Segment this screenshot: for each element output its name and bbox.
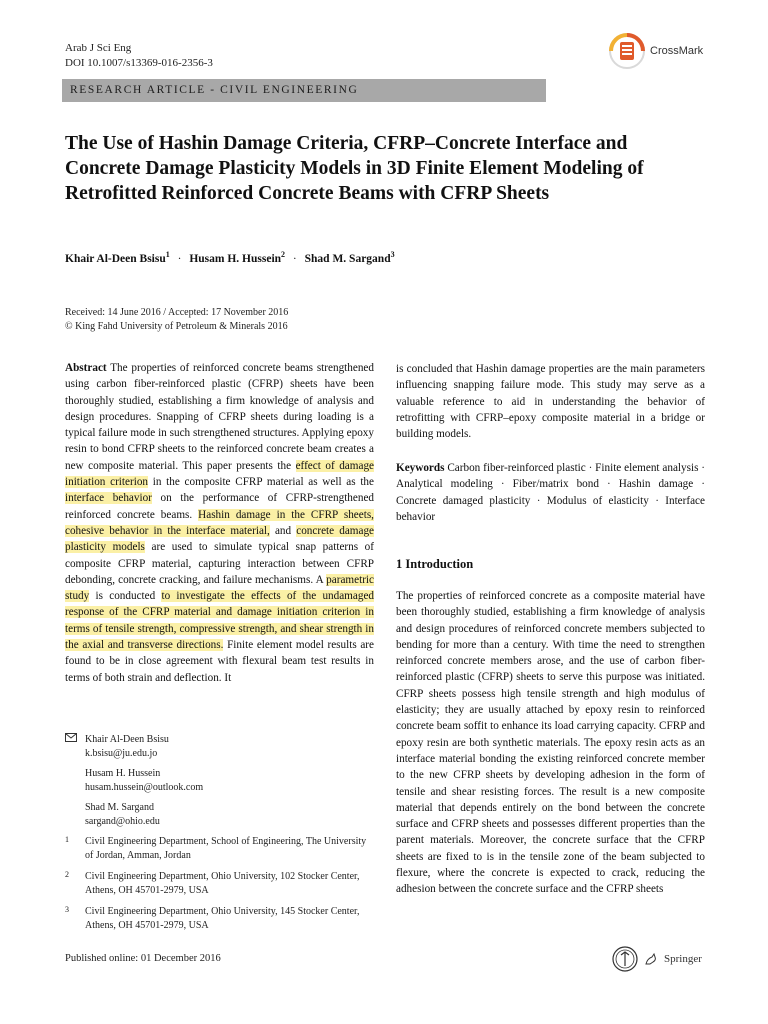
affiliation-number: 2 [65, 870, 69, 879]
abstract-text: in the composite CFRP material as well as the [148, 476, 374, 489]
doi[interactable]: DOI 10.1007/s13369-016-2356-3 [65, 57, 213, 69]
author-separator: · [177, 252, 182, 265]
springer-horse-icon [644, 952, 658, 966]
journal-name: Arab J Sci Eng [65, 42, 132, 54]
contact-email[interactable]: sargand@ohio.edu [85, 816, 160, 827]
abstract-text: on the performance of CFRP-strengthened reinforced concrete beams. [65, 492, 375, 521]
author-list [65, 250, 395, 265]
highlight[interactable]: Hashin damage in the CFRP sheets, cohesive behavior in the interface material, [65, 508, 374, 537]
crossmark-label: CrossMark [650, 45, 704, 57]
journal-info [65, 41, 213, 71]
keywords-label: Keywords [396, 462, 445, 474]
contact-name: Khair Al-Deen Bsisu [85, 734, 169, 745]
affiliation-number: 1 [65, 835, 69, 844]
author-name[interactable]: Khair Al-Deen Bsisu [65, 252, 166, 265]
springer-label: Springer [664, 953, 702, 965]
contact-name: Husam H. Hussein [85, 768, 161, 779]
keywords [396, 460, 705, 525]
affiliation-number: 3 [65, 905, 69, 914]
contact-entry [65, 767, 375, 795]
abstract-text: and [269, 524, 297, 537]
publisher-logo [612, 946, 702, 972]
affiliation [65, 905, 375, 933]
contact-email[interactable]: k.bsisu@ju.edu.jo [85, 748, 158, 759]
abstract-label: Abstract [65, 362, 107, 374]
published-date: Published online: 01 December 2016 [65, 953, 221, 964]
corresponding-contacts [65, 733, 375, 835]
highlight[interactable]: interface behavior [65, 492, 152, 505]
abstract [65, 360, 374, 686]
envelope-icon [65, 733, 85, 761]
abstract-text: Finite element model results are found to be in close agreement with flexural beam test results in terms of both strain and deflection. It [65, 639, 375, 684]
introduction-text: The properties of reinforced concrete as a composite material have been thoroughly studied, establishing a firm knowledge of analysis and design procedures of reinforced concrete members subjected to bending for more than a century. With time the need to strengthen reinforced concrete members arose, and the use of carbon fiber-reinforced plastic (CFRP) sheets to serve this purpose was initiated. CFRP sheets possess high tensile strength and high modulus of elasticity; they are usually attached by epoxy resin to reinforced concrete beam soffit to enhance its load carrying capacity. CFRP and epoxy resin are both synthetic materials. The epoxy resin acts as an interface material bonding the existing reinforced concrete member to the new CFRP sheets by developing adhesion in the form of tensile and shear resisting forces. The result is a new composite material that depends entirely on the bond between the concrete surface and CFRP sheets and possesses different properties than the parent materials. Moreover, the concrete surface that the CFRP sheets are fixed to is in the tensile zone of the beam subjected to flexure, where the concrete is expected to crack, reducing the adhesion between the concrete surface and the CFRP sheets [396, 590, 705, 896]
author-affil-sup: 1 [165, 250, 170, 259]
section-heading-introduction: 1 Introduction [396, 557, 474, 571]
abstract-text: The properties of reinforced concrete beams strengthened using carbon fiber-reinforced plastic (CFRP) sheets have been thoroughly studied, establishing a firm knowledge of analysis and design procedures. Snapping of CFRP sheets during loading is a typical failure mode in such strengthened structures. Applying epoxy resin to bond CFRP sheets to the reinforced concrete beam creates a new composite material. This paper presents the [65, 362, 374, 472]
keywords-text: Carbon fiber-reinforced plastic · Finite element analysis · Analytical modeling · Fiber/matrix bond · Hashin damage · Concrete damaged plasticity · Modulus of elasticity · Interface behavior [396, 462, 705, 523]
affiliation-text: Civil Engineering Department, Ohio University, 102 Stocker Center, Athens, OH 45701-2979, USA [85, 871, 360, 896]
crossmark-badge[interactable] [608, 32, 703, 70]
affiliation-text: Civil Engineering Department, Ohio University, 145 Stocker Center, Athens, OH 45701-2979, USA [85, 906, 360, 931]
affiliation [65, 835, 375, 863]
crossmark-icon [608, 32, 646, 70]
abstract-text: is conducted [89, 590, 162, 603]
received-accepted: Received: 14 June 2016 / Accepted: 17 November 2016 [65, 307, 289, 318]
affiliation-text: Civil Engineering Department, School of Engineering, The University of Jordan, Amman, Jordan [85, 836, 367, 861]
contact-name: Shad M. Sargand [85, 802, 154, 813]
highlight[interactable]: parametric study [65, 573, 374, 603]
contact-entry [65, 733, 375, 761]
highlight[interactable]: concrete damage plasticity models [65, 524, 375, 554]
abstract-text: are used to simulate typical snap patterns of composite CFRP material, capturing interaction between CFRP debonding, concrete cracking, and failure mechanisms. A [65, 541, 374, 586]
copyright: © King Fahd University of Petroleum & Minerals 2016 [65, 321, 288, 332]
author-separator: · [292, 252, 297, 265]
contact-email[interactable]: husam.hussein@outlook.com [85, 782, 204, 793]
affiliations [65, 835, 375, 940]
highlight[interactable]: to investigate the effects of the undamaged response of the CFRP material and damage initiation criterion in terms of tensile strength, compressive strength, and shear strength in the axial and transverse directions. [65, 590, 375, 652]
abstract-continued: is concluded that Hashin damage properties are the main parameters influencing snapping failure mode. This study may serve as a valuable reference to aid in understanding the behavior of retrofitting with CFRP–epoxy composite material in a bridge or building models. [396, 363, 705, 441]
author-name[interactable]: Shad M. Sargand [304, 252, 391, 265]
contact-entry [65, 801, 375, 829]
article-type-banner: RESEARCH ARTICLE - CIVIL ENGINEERING [62, 79, 546, 102]
article-dates [65, 306, 288, 334]
author-affil-sup: 2 [281, 250, 286, 259]
highlight[interactable]: effect of damage initiation criterion [65, 459, 374, 489]
paper-title: The Use of Hashin Damage Criteria, CFRP–Concrete Interface and Concrete Damage Plasticity Models in 3D Finite Element Modeling of Retrofitted Reinforced Concrete Beams with CFRP Sheets [65, 133, 644, 204]
author-affil-sup: 3 [390, 250, 395, 259]
affiliation [65, 870, 375, 898]
author-name[interactable]: Husam H. Hussein [189, 252, 282, 265]
springer-mark-icon [612, 946, 638, 972]
